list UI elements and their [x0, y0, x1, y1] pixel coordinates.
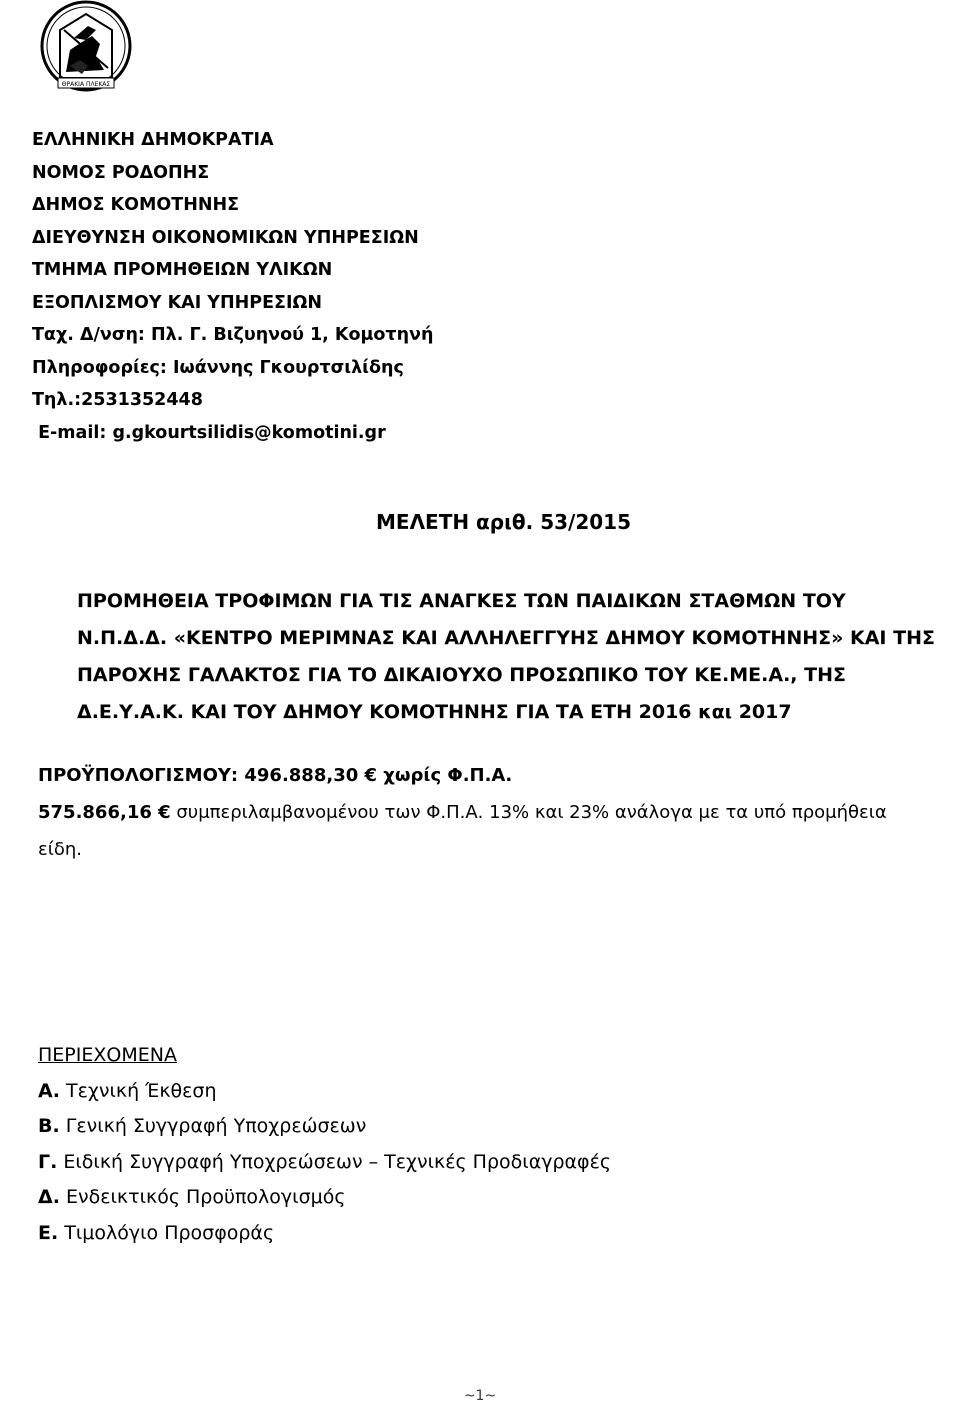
header-contact-person: Πληροφορίες: Ιωάννης Γκουρτσιλίδης: [32, 357, 404, 378]
contents-item: Α. Τεχνική Έκθεση: [38, 1079, 217, 1102]
issuer-header: [32, 124, 433, 449]
contents-item: Ε. Τιμολόγιο Προσφοράς: [38, 1221, 275, 1244]
header-line: ΔΗΜΟΣ ΚΟΜΟΤΗΝΗΣ: [32, 195, 240, 215]
contents-title: ΠΕΡΙΕΧΟΜΕΝΑ: [38, 1044, 177, 1066]
budget-vat-note: συμπεριλαμβανομένου των Φ.Π.Α. 13% και 23% ανάλογα με τα υπό προμήθεια: [170, 802, 887, 823]
header-line: ΝΟΜΟΣ ΡΟΔΟΠΗΣ: [32, 162, 210, 183]
budget-line: [38, 794, 958, 831]
municipality-logo: [30, 0, 142, 98]
procurement-title: [77, 583, 935, 731]
title-line: ΠΡΟΜΗΘΕΙΑ ΤΡΟΦΙΜΩΝ ΓΙΑ ΤΙΣ ΑΝΑΓΚΕΣ ΤΩΝ ΠΑΙΔΙΚΩΝ ΣΤΑΘΜΩΝ ΤΟΥ: [77, 590, 846, 612]
contents-item: Δ. Ενδεικτικός Προϋπολογισμός: [38, 1186, 346, 1208]
contents-item: Γ. Ειδική Συγγραφή Υποχρεώσεων – Τεχνικές Προδιαγραφές: [38, 1150, 612, 1173]
header-line: ΤΜΗΜΑ ΠΡΟΜΗΘΕΙΩΝ ΥΛΙΚΩΝ: [32, 260, 333, 280]
header-line: ΔΙΕΥΘΥΝΣΗ ΟΙΚΟΝΟΜΙΚΩΝ ΥΠΗΡΕΣΙΩΝ: [32, 227, 419, 248]
header-address: Ταχ. Δ/νση: Πλ. Γ. Βιζυηνού 1, Κομοτηνή: [32, 325, 434, 345]
budget-line: ΠΡΟΫΠΟΛΟΓΙΣΜΟΥ: 496.888,30 € χωρίς Φ.Π.Α.: [38, 765, 513, 786]
budget-amount-with-vat: 575.866,16 €: [38, 802, 171, 823]
title-line: ΠΑΡΟΧΗΣ ΓΑΛΑΚΤΟΣ ΓΙΑ ΤΟ ΔΙΚΑΙΟΥΧΟ ΠΡΟΣΩΠΙΚΟ ΤΟΥ ΚΕ.ΜΕ.Α., ΤΗΣ: [77, 664, 846, 686]
header-line: ΕΞΟΠΛΙΣΜΟΥ ΚΑΙ ΥΠΗΡΕΣΙΩΝ: [32, 292, 323, 313]
budget-section: [38, 757, 958, 868]
svg-text:ΘΡΑΚΙΑ ΠΛΕΚΑΣ: ΘΡΑΚΙΑ ΠΛΕΚΑΣ: [61, 81, 111, 88]
contents-item: Β. Γενική Συγγραφή Υποχρεώσεων: [38, 1115, 367, 1137]
budget-line: είδη.: [38, 839, 82, 860]
study-number: ΜΕΛΕΤΗ αριθ. 53/2015: [376, 510, 631, 534]
header-email: E-mail: g.gkourtsilidis@komotini.gr: [32, 422, 386, 443]
saint-george-seal-icon: [30, 0, 142, 98]
page-number: ~1~: [463, 1388, 497, 1404]
title-line: Δ.Ε.Υ.Α.Κ. ΚΑΙ ΤΟΥ ΔΗΜΟΥ ΚΟΜΟΤΗΝΗΣ ΓΙΑ ΤΑ ΕΤΗ 2016 και 2017: [77, 701, 792, 723]
header-line: ΕΛΛΗΝΙΚΗ ΔΗΜΟΚΡΑΤΙΑ: [32, 130, 274, 150]
table-of-contents: [38, 1038, 611, 1251]
header-phone: Τηλ.:2531352448: [32, 390, 203, 410]
title-line: Ν.Π.Δ.Δ. «ΚΕΝΤΡΟ ΜΕΡΙΜΝΑΣ ΚΑΙ ΑΛΛΗΛΕΓΓΥΗΣ ΔΗΜΟΥ ΚΟΜΟΤΗΝΗΣ» ΚΑΙ ΤΗΣ: [77, 627, 935, 649]
